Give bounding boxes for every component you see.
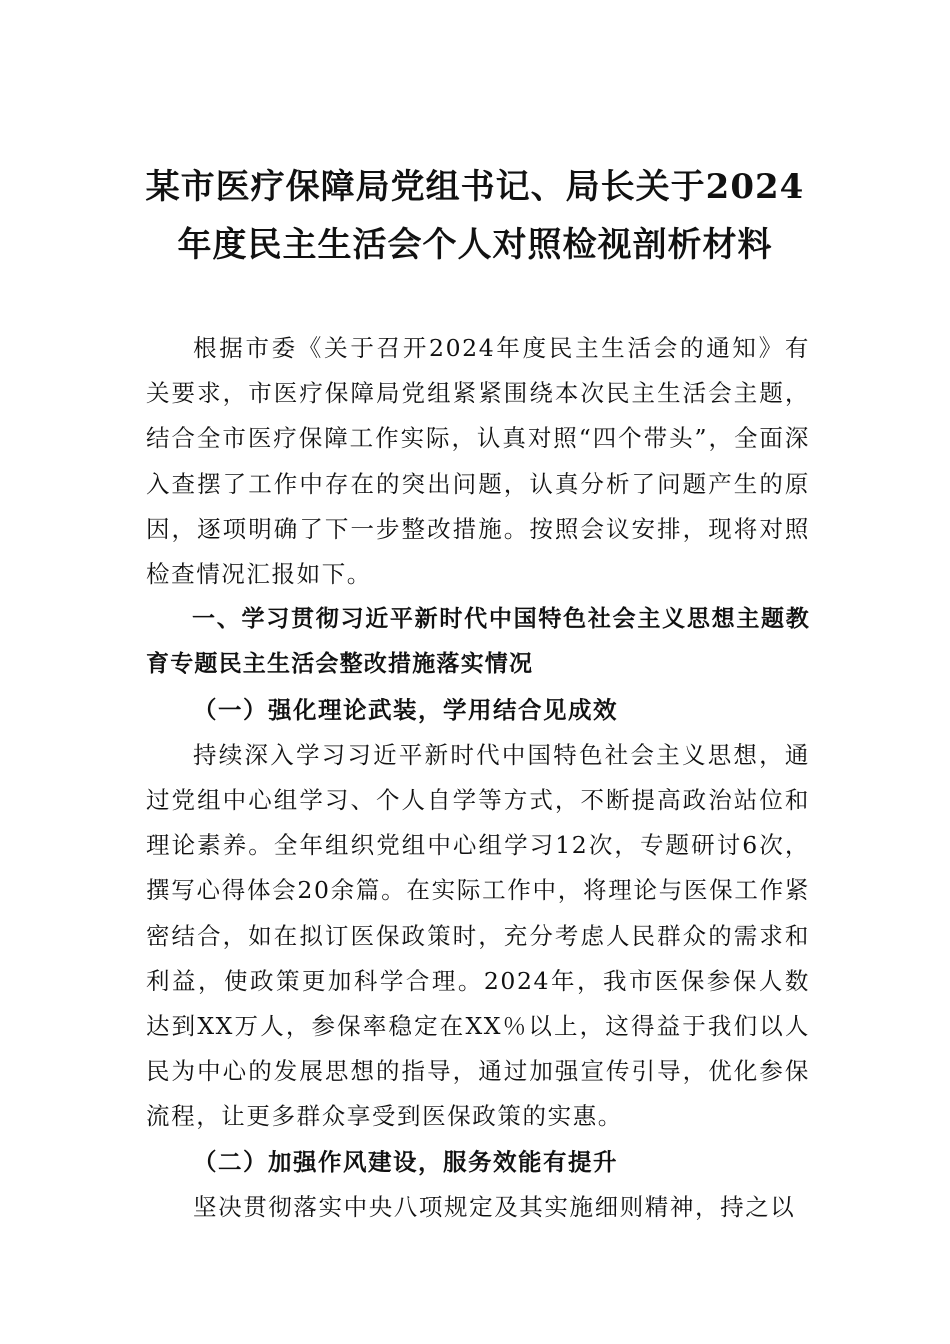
- intro-paragraph: 根据市委《关于召开2024年度民主生活会的通知》有关要求，市医疗保障局党组紧紧围绕本次民主生活会主题，结合全市医疗保障工作实际，认真对照“四个带头”，全面深入查摆了工作中存在的突出问题，认真分析了问题产生的原因，逐项明确了下一步整改措施。按照会议安排，现将对照检查情况汇报如下。: [146, 334, 810, 589]
- title-line-2: 年度民主生活会个人对照检视剖析材料: [177, 225, 773, 265]
- subsection-1-heading: （一）强化理论武装，学用结合见成效: [193, 695, 618, 724]
- title-line-1: 某市医疗保障局党组书记、局长关于2024: [145, 167, 805, 207]
- subsection-2-heading: （二）加强作风建设，服务效能有提升: [193, 1147, 618, 1176]
- subsection-1-paragraph: 持续深入学习习近平新时代中国特色社会主义思想，通过党组中心组学习、个人自学等方式，不断提高政治站位和理论素养。全年组织党组中心组学习12次，专题研讨6次，撰写心得体会20余篇。在实际工作中，将理论与医保工作紧密结合，如在拟订医保政策时，充分考虑人民群众的需求和利益，使政策更加科学合理。2024年，我市医保参保人数达到XX万人，参保率稳定在XX％以上，这得益于我们以人民为中心的发展思想的指导，通过加强宣传引导，优化参保流程，让更多群众享受到医保政策的实惠。: [146, 740, 810, 1131]
- section-1-heading: 一、学习贯彻习近平新时代中国特色社会主义思想主题教育专题民主生活会整改措施落实情况: [146, 606, 810, 678]
- subsection-2-paragraph: 坚决贯彻落实中央八项规定及其实施细则精神，持之以: [193, 1192, 796, 1221]
- document-title: [120, 158, 830, 274]
- document-body: [146, 326, 810, 1230]
